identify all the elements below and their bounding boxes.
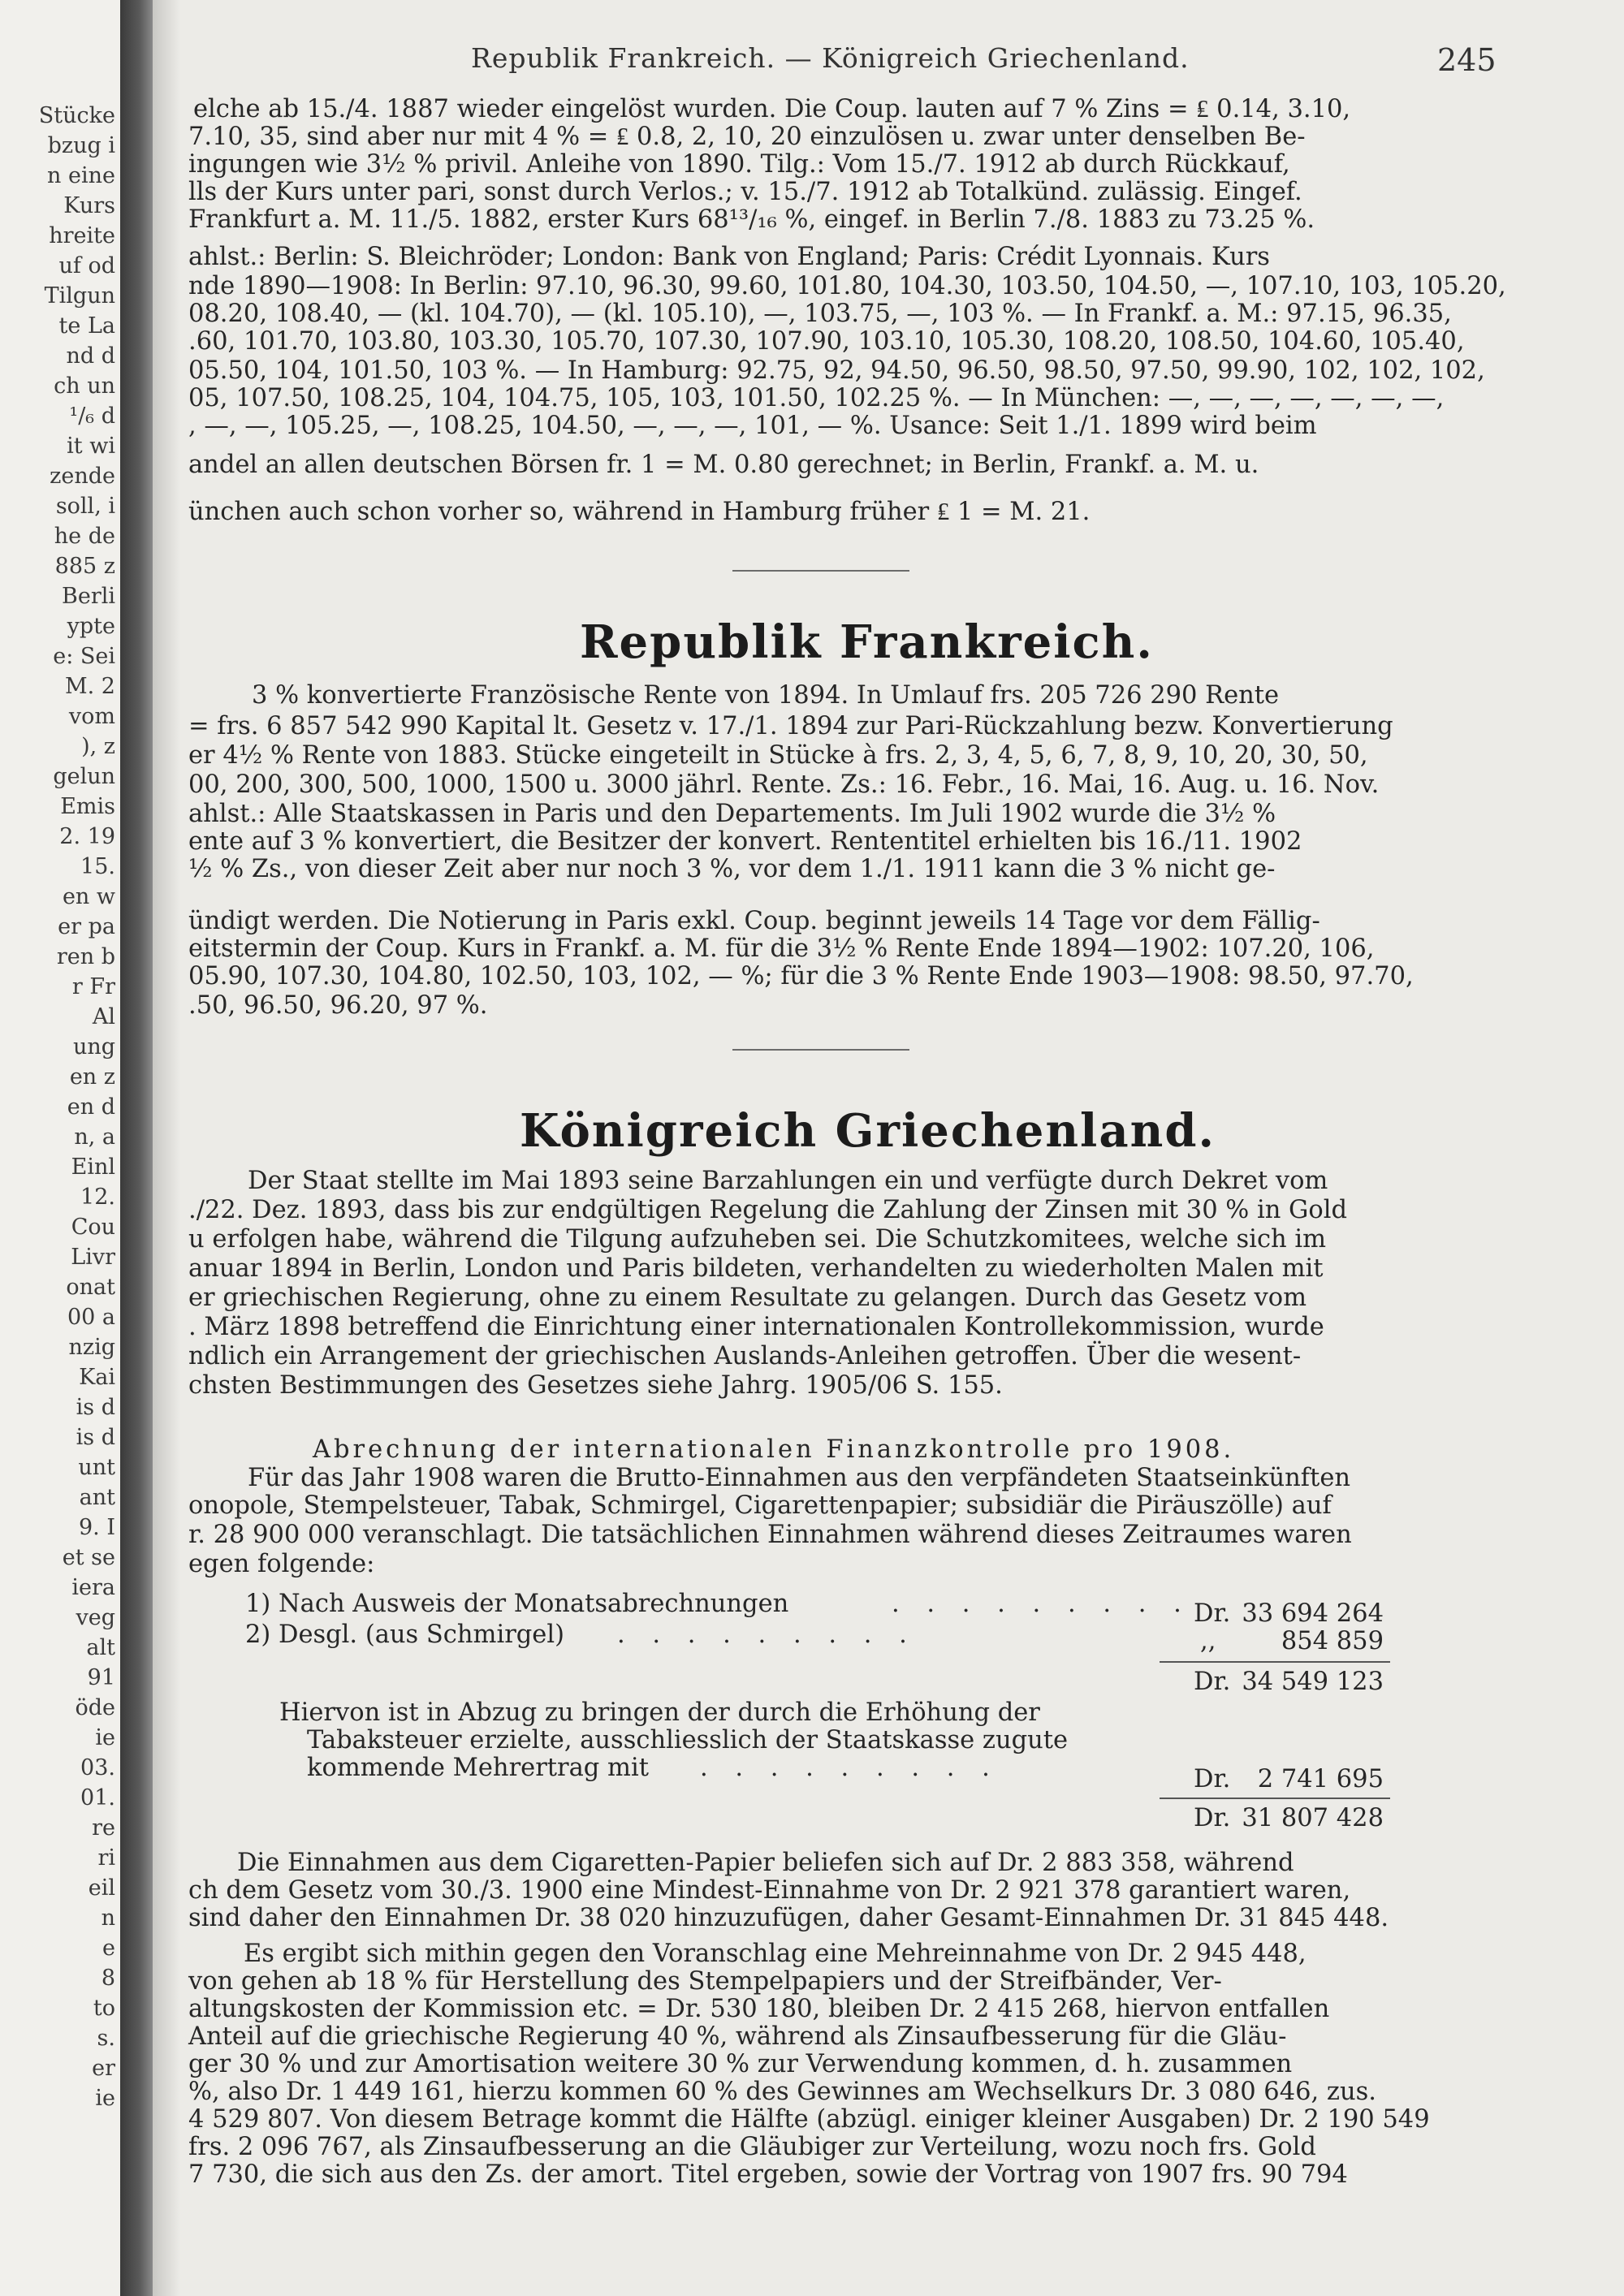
prev-page-fragment: vom [68, 704, 115, 729]
prev-page-fragment: n [101, 1905, 115, 1931]
section-divider [732, 570, 909, 572]
prev-page-fragment: he de [54, 524, 115, 549]
text-line: %, also Dr. 1 449 161, hierzu kommen 60 % des Gewinnes am Wechselkurs Dr. 3 080 646, zus. [188, 2078, 1376, 2106]
sum-rule [1160, 1798, 1390, 1799]
prev-page-fragment: it wi [67, 434, 115, 459]
prev-page-fragment: ant [79, 1485, 115, 1510]
text-line: 7 730, die sich aus den Zs. der amort. Titel ergeben, sowie der Vortrag von 1907 frs. 90 794 [188, 2160, 1348, 2189]
leader-dots: . . . . . . . . . [700, 1754, 1000, 1782]
prev-page-fragment: Al [92, 1004, 115, 1029]
prev-page-fragment: zende [50, 464, 115, 489]
prev-page-fragment: is d [76, 1395, 115, 1420]
prev-page-fragment: Stücke [38, 103, 115, 128]
text-line: chsten Bestimmungen des Gesetzes siehe Jahrg. 1905/06 S. 155. [188, 1371, 1003, 1400]
prev-page-fragment: M. 2 [65, 674, 115, 699]
text-line: Anteil auf die griechische Regierung 40 %, während als Zinsaufbesserung für die Gläu- [188, 2022, 1287, 2051]
prev-page-fragment: 00 a [67, 1305, 115, 1330]
prev-page-fragment: en z [69, 1064, 115, 1090]
prev-page-fragment: r Fr [71, 974, 115, 999]
sum-rule [1160, 1661, 1390, 1663]
prev-page-fragment: veg [76, 1605, 115, 1630]
prev-page-fragment: et se [62, 1545, 115, 1570]
prev-page-fragment: Tilgun [44, 283, 115, 309]
table-row-label: Tabaksteuer erzielte, ausschliesslich der Staatskasse zugute [307, 1726, 1069, 1754]
text-line: altungskosten der Kommission etc. = Dr. 530 180, bleiben Dr. 2 415 268, hiervon entfallen [188, 1995, 1330, 2023]
prev-page-fragment: ), z [81, 734, 115, 759]
prev-page-fragment: gelun [53, 764, 115, 789]
text-line: Der Staat stellte im Mai 1893 seine Barzahlungen ein und verfügte durch Dekret vom [248, 1167, 1328, 1195]
text-line: nde 1890—1908: In Berlin: 97.10, 96.30, 99.60, 101.80, 104.30, 103.50, 104.50, —, 107.10, 103, 105.20, [188, 272, 1506, 300]
prev-page-fragment: 01. [80, 1785, 115, 1810]
prev-page-fragment: Kurs [63, 193, 115, 218]
text-line: , —, —, 105.25, —, 108.25, 104.50, —, —, —, 101, — %. Usance: Seit 1./1. 1899 wird beim [188, 412, 1317, 440]
prev-page-fragment: 9. I [78, 1515, 115, 1540]
currency-label: Dr. [1194, 1765, 1231, 1793]
text-line: andel an allen deutschen Börsen fr. 1 = M. 0.80 gerechnet; in Berlin, Frankf. a. M. u. [188, 451, 1259, 479]
table-subtotal: 34 549 123 [1242, 1668, 1384, 1696]
prev-page-fragment: nd d [66, 343, 115, 369]
prev-page-fragment: s. [97, 2026, 115, 2051]
text-line: = frs. 6 857 542 990 Kapital lt. Gesetz v. 17./1. 1894 zur Pari-Rückzahlung bezw. Konvertierung [188, 712, 1393, 740]
text-line: sind daher den Einnahmen Dr. 38 020 hinzuzufügen, daher Gesamt-Einnahmen Dr. 31 845 448. [188, 1904, 1389, 1932]
table-row-label: kommende Mehrertrag mit [307, 1754, 649, 1782]
prev-page-fragment: Livr [71, 1245, 115, 1270]
prev-page-fragment: n eine [47, 163, 115, 188]
prev-page-fragment: hreite [49, 223, 115, 248]
text-line: lls der Kurs unter pari, sonst durch Verlos.; v. 15./7. 1912 ab Totalkünd. zulässig. Eingef. [188, 178, 1302, 206]
prev-page-fragment: ung [72, 1034, 115, 1060]
leader-dots: . . . . . . . . . [617, 1621, 917, 1649]
prev-page-fragment: re [92, 1815, 115, 1841]
text-line: u erfolgen habe, während die Tilgung aufzuheben sei. Die Schutzkomitees, welche sich im [188, 1225, 1327, 1254]
prev-page-fragment: 8 [101, 1966, 115, 1991]
prev-page-fragment: Cou [71, 1215, 115, 1240]
prev-page-fragment: 2. 19 [59, 824, 115, 849]
binding-shadow [153, 0, 180, 2296]
prev-page-fragment: eil [88, 1875, 115, 1901]
leader-dots: . . . . . . . . . [892, 1590, 1191, 1618]
text-line: ente auf 3 % konvertiert, die Besitzer der konvert. Rententitel erhielten bis 16./11. 1902 [188, 827, 1302, 856]
table-row-label: Hiervon ist in Abzug zu bringen der durch die Erhöhung der [279, 1698, 1040, 1727]
text-line: 05.50, 104, 101.50, 103 %. — In Hamburg: 92.75, 92, 94.50, 96.50, 98.50, 97.50, 99.90, 102, 102, 102, [188, 356, 1485, 385]
text-line: ./22. Dez. 1893, dass bis zur endgültigen Regelung die Zahlung der Zinsen mit 30 % in Gold [188, 1196, 1348, 1224]
prev-page-fragment: te La [58, 313, 115, 339]
table-total: 31 807 428 [1242, 1804, 1384, 1832]
prev-page-fragment: unt [78, 1455, 115, 1480]
prev-page-fragment: ch un [54, 373, 115, 399]
text-line: ndlich ein Arrangement der griechischen Auslands-Anleihen getroffen. Über die wesent- [188, 1342, 1302, 1370]
prev-page-fragment: uf od [58, 253, 115, 278]
prev-page-fragment: bzug i [47, 133, 115, 158]
text-line: ahlst.: Alle Staatskassen in Paris und den Departements. Im Juli 1902 wurde die 3½ % [188, 800, 1276, 828]
binding-gutter [120, 0, 153, 2296]
prev-page-fragment: 15. [80, 854, 115, 879]
prev-page-fragment: Einl [71, 1154, 115, 1180]
section-divider [732, 1049, 909, 1051]
text-line: .50, 96.50, 96.20, 97 %. [188, 991, 488, 1020]
table-row-label: 2) Desgl. (aus Schmirgel) [245, 1621, 565, 1649]
text-line: 05, 107.50, 108.25, 104, 104.75, 105, 103, 101.50, 102.25 %. — In München: —, —, —, —, —, —, —, [188, 384, 1445, 412]
prev-page-fragment: soll, i [55, 494, 115, 519]
prev-page-fragment: ie [95, 1725, 115, 1750]
text-line: Für das Jahr 1908 waren die Brutto-Einnahmen aus den verpfändeten Staatseinkünften [248, 1464, 1351, 1492]
text-line: er griechischen Regierung, ohne zu einem Resultate zu gelangen. Durch das Gesetz vom [188, 1284, 1307, 1312]
prev-page-fragment: ren b [56, 944, 115, 969]
text-line: onopole, Stempelsteuer, Tabak, Schmirgel, Cigarettenpapier; subsidiär die Piräuszölle) auf [188, 1491, 1332, 1520]
prev-page-fragment: e: Sei [53, 644, 115, 669]
section-heading-frankreich: Republik Frankreich. [580, 615, 1154, 669]
text-line: .60, 101.70, 103.80, 103.30, 105.70, 107.30, 107.90, 103.10, 105.30, 108.20, 108.50, 104.60, 105.40, [188, 327, 1465, 356]
page-number: 245 [1437, 42, 1497, 78]
currency-label: Dr. [1194, 1599, 1231, 1628]
prev-page-fragment: ie [95, 2086, 115, 2111]
text-line: eitstermin der Coup. Kurs in Frankf. a. M. für die 3½ % Rente Ende 1894—1902: 107.20, 106, [188, 934, 1375, 963]
prev-page-fragment: is d [76, 1425, 115, 1450]
text-line: anuar 1894 in Berlin, London und Paris bildeten, verhandelten zu wiederholten Malen mit [188, 1254, 1324, 1283]
currency-label: Dr. [1194, 1668, 1231, 1696]
prev-page-fragment: 03. [80, 1755, 115, 1780]
prev-page-fragment: en d [67, 1094, 115, 1120]
prev-page-fragment: er pa [58, 914, 115, 939]
table-value: 2 741 695 [1257, 1765, 1384, 1793]
text-line: . März 1898 betreffend die Einrichtung einer internationalen Kontrollekommission, wurde [188, 1313, 1324, 1341]
prev-page-fragment: ri [97, 1845, 115, 1871]
prev-page-fragment: en w [62, 884, 115, 909]
currency-label: ,, [1200, 1627, 1216, 1655]
text-line: ½ % Zs., von dieser Zeit aber nur noch 3 %, vor dem 1./1. 1911 kann die 3 % nicht ge- [188, 855, 1276, 883]
text-line: ger 30 % und zur Amortisation weitere 30 % zur Verwendung kommen, d. h. zusammen [188, 2050, 1293, 2078]
prev-page-fragment: alt [86, 1635, 115, 1660]
prev-page-fragment: onat [66, 1275, 115, 1300]
text-line: Frankfurt a. M. 11./5. 1882, erster Kurs 68¹³/₁₆ %, eingef. in Berlin 7./8. 1883 zu 73.25 %. [188, 205, 1315, 234]
text-line: ünchen auch schon vorher so, während in Hamburg früher ₤ 1 = M. 21. [188, 498, 1091, 526]
prev-page-fragment: e [102, 1936, 115, 1961]
text-line: ahlst.: Berlin: S. Bleichröder; London: Bank von England; Paris: Crédit Lyonnais. Kurs [188, 243, 1270, 271]
text-line: ündigt werden. Die Notierung in Paris exkl. Coup. beginnt jeweils 14 Tage vor dem Fällig- [188, 907, 1320, 935]
text-line: frs. 2 096 767, als Zinsaufbesserung an die Gläubiger zur Verteilung, wozu noch frs. Gold [188, 2133, 1316, 2161]
prev-page-fragment: n, a [74, 1124, 115, 1150]
prev-page-fragment: ypte [67, 614, 115, 639]
table-value: 33 694 264 [1242, 1599, 1384, 1628]
text-line: 05.90, 107.30, 104.80, 102.50, 103, 102, — %; für die 3 % Rente Ende 1903—1908: 98.50, 97.70, [188, 962, 1414, 990]
text-line: Die Einnahmen aus dem Cigaretten-Papier beliefen sich auf Dr. 2 883 358, während [237, 1849, 1294, 1877]
previous-page-edge [0, 0, 120, 2296]
table-value: 854 859 [1281, 1627, 1384, 1655]
prev-page-fragment: öde [75, 1695, 115, 1720]
subheading-finanzkontrolle: Abrechnung der internationalen Finanzkontrolle pro 1908. [313, 1435, 1235, 1464]
section-heading-griechenland: Königreich Griechenland. [520, 1104, 1216, 1158]
prev-page-fragment: ¹/₆ d [69, 404, 115, 429]
text-line: 3 % konvertierte Französische Rente von 1894. In Umlauf frs. 205 726 290 Rente [252, 681, 1280, 710]
text-line: von gehen ab 18 % für Herstellung des Stempelpapiers und der Streifbänder, Ver- [188, 1967, 1222, 1996]
text-line: 4 529 807. Von diesem Betrage kommt die Hälfte (abzügl. einiger kleiner Ausgaben) Dr. 2 190 549 [188, 2105, 1430, 2134]
prev-page-fragment: 91 [87, 1665, 115, 1690]
text-line: ingungen wie 3½ % privil. Anleihe von 1890. Tilg.: Vom 15./7. 1912 ab durch Rückkauf, [188, 150, 1290, 179]
prev-page-fragment: iera [71, 1575, 115, 1600]
text-line: elche ab 15./4. 1887 wieder eingelöst wurden. Die Coup. lauten auf 7 % Zins = ₤ 0.14, 3.10, [193, 95, 1351, 123]
currency-label: Dr. [1194, 1804, 1231, 1832]
text-line: Es ergibt sich mithin gegen den Voranschlag eine Mehreinnahme von Dr. 2 945 448, [244, 1940, 1307, 1968]
text-line: 08.20, 108.40, — (kl. 104.70), — (kl. 105.10), —, 103.75, —, 103 %. — In Frankf. a. M.: 97.15, 96.35, [188, 300, 1452, 328]
prev-page-fragment: Kai [79, 1365, 115, 1390]
prev-page-fragment: Berli [62, 584, 115, 609]
text-line: ch dem Gesetz vom 30./3. 1900 eine Mindest-Einnahme von Dr. 2 921 378 garantiert waren, [188, 1876, 1351, 1905]
prev-page-fragment: Emis [60, 794, 115, 819]
text-line: r. 28 900 000 veranschlagt. Die tatsächlichen Einnahmen während dieses Zeitraumes waren [188, 1521, 1352, 1549]
running-head: Republik Frankreich. — Königreich Griechenland. [471, 42, 1190, 74]
prev-page-fragment: 885 z [54, 554, 115, 579]
text-line: 00, 200, 300, 500, 1000, 1500 u. 3000 jährl. Rente. Zs.: 16. Febr., 16. Mai, 16. Aug. u. 16. Nov. [188, 770, 1380, 799]
text-line: er 4½ % Rente von 1883. Stücke eingeteilt in Stücke à frs. 2, 3, 4, 5, 6, 7, 8, 9, 10, 20, 30, 50, [188, 741, 1368, 770]
text-line: 7.10, 35, sind aber nur mit 4 % = ₤ 0.8, 2, 10, 20 einzulösen u. zwar unter denselben Be- [188, 123, 1306, 151]
prev-page-fragment: to [93, 1996, 115, 2021]
text-line: egen folgende: [188, 1550, 375, 1578]
table-row-label: 1) Nach Ausweis der Monatsabrechnungen [245, 1590, 789, 1618]
prev-page-fragment: nzig [68, 1335, 115, 1360]
prev-page-fragment: 12. [80, 1185, 115, 1210]
prev-page-fragment: er [92, 2056, 115, 2081]
